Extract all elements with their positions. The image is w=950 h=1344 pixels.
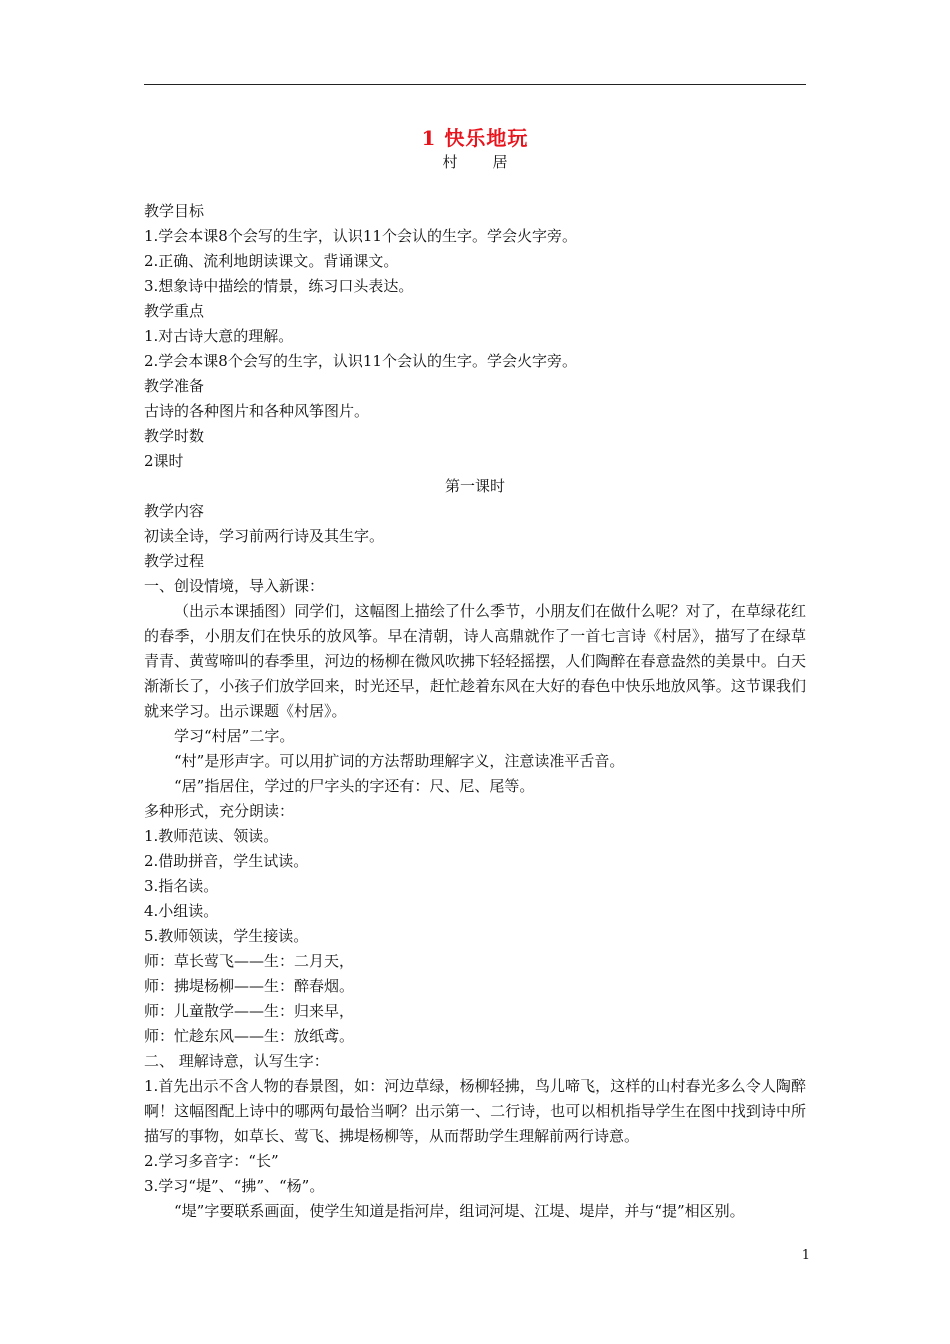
document-body [144, 199, 806, 1224]
reading-item: 4.小组读。 [144, 902, 219, 920]
hours-text: 2课时 [144, 452, 184, 470]
dialogue-line: 师：拂堤杨柳——生：醉春烟。 [144, 977, 355, 995]
reading-item: 5.教师领读，学生接读。 [144, 927, 309, 945]
poem-title-char-2: 居 [492, 153, 508, 171]
step-item: 2.学习多音字：“长” [144, 1152, 279, 1170]
poem-title-char-1: 村 [442, 153, 458, 171]
goal-item: 3.想象诗中描绘的情景，练习口头表达。 [144, 277, 414, 295]
content-text: 初读全诗，学习前两行诗及其生字。 [144, 527, 385, 545]
section-heading-content: 教学内容 [144, 502, 205, 520]
dialogue-line: 师：忙趁东风——生：放纸鸢。 [144, 1027, 355, 1045]
focus-item: 2.学会本课8个会写的生字，认识11个会认的生字。学会火字旁。 [144, 352, 577, 370]
goal-item: 2.正确、流利地朗读课文。背诵课文。 [144, 252, 399, 270]
step-heading-2: 二、 理解诗意，认写生字： [144, 1052, 329, 1070]
reading-item: 2.借助拼音，学生试读。 [144, 852, 309, 870]
preparation-text: 古诗的各种图片和各种风筝图片。 [144, 402, 370, 420]
header-rule [144, 84, 806, 85]
step-heading-1: 一、创设情境，导入新课： [144, 577, 325, 595]
paragraph-line: “居”指居住，学过的尸字头的字还有：尺、尼、尾等。 [174, 777, 535, 795]
section-heading-focus: 教学重点 [144, 302, 205, 320]
page-number: 1 [801, 1248, 810, 1263]
poem-title [0, 151, 950, 173]
intro-paragraph: （出示本课插图）同学们，这幅图上描绘了什么季节，小朋友们在做什么呢？对了，在草绿花红的春季，小朋友们在快乐的放风筝。早在清朝，诗人高鼎就作了一首七言诗《村居》，描写了在绿草青青、黄莺啼叫的春季里，河边的杨柳在微风吹拂下轻轻摇摆，人们陶醉在春意盎然的美景中。白天渐渐长了，小孩子们放学回来，时光还早，赶忙趁着东风在大好的春色中快乐地放风筝。这节课我们就来学习。出示课题《村居》。 [144, 602, 806, 720]
paragraph-line: “堤”字要联系画面，使学生知道是指河岸，组词河堤、江堤、堤岸，并与“提”相区别。 [174, 1202, 745, 1220]
lesson-title: 1 快乐地玩 [421, 126, 529, 150]
paragraph-line: 学习“村居”二字。 [174, 727, 295, 745]
reading-heading: 多种形式，充分朗读： [144, 802, 295, 820]
reading-item: 1.教师范读、领读。 [144, 827, 279, 845]
reading-item: 3.指名读。 [144, 877, 219, 895]
focus-item: 1.对古诗大意的理解。 [144, 327, 294, 345]
dialogue-line: 师：儿童散学——生：归来早， [144, 1002, 355, 1020]
step-item: 3.学习“堤”、“拂”、“杨”。 [144, 1177, 325, 1195]
section-heading-hours: 教学时数 [144, 427, 205, 445]
section-heading-preparation: 教学准备 [144, 377, 205, 395]
dialogue-line: 师：草长莺飞——生：二月天， [144, 952, 355, 970]
lesson-period-heading: 第一课时 [444, 477, 505, 495]
step-paragraph: 1.首先出示不含人物的春景图，如：河边草绿，杨柳轻拂，鸟儿啼飞，这样的山村春光多么令人陶醉啊！这幅图配上诗中的哪两句最恰当啊？出示第一、二行诗，也可以相机指导学生在图中找到诗中所描写的事物，如草长、莺飞、拂堤杨柳等，从而帮助学生理解前两行诗意。 [144, 1077, 806, 1145]
section-heading-goals: 教学目标 [144, 202, 205, 220]
section-heading-process: 教学过程 [144, 552, 205, 570]
goal-item: 1.学会本课8个会写的生字，认识11个会认的生字。学会火字旁。 [144, 227, 577, 245]
paragraph-line: “村”是形声字。可以用扩词的方法帮助理解字义，注意读准平舌音。 [174, 752, 625, 770]
